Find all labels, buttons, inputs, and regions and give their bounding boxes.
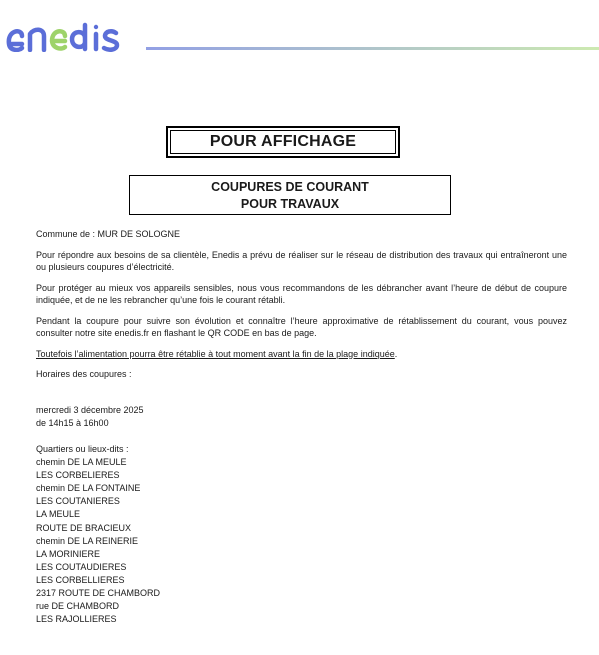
list-item: LES COUTAUDIERES bbox=[36, 561, 127, 572]
list-item: LES COUTANIERES bbox=[36, 496, 120, 507]
warning-underlined: Toutefois l’alimentation pourra être rétablie à tout moment avant la fin de la plage indiquée bbox=[36, 348, 395, 359]
list-item: LES CORBELLIERES bbox=[36, 574, 125, 585]
list-item: LES CORBELIERES bbox=[36, 470, 120, 481]
list-item: 2317 ROUTE DE CHAMBORD bbox=[36, 588, 161, 599]
paragraph-intro: Pour répondre aux besoins de sa clientèle, Enedis a prévu de réaliser sur le réseau de distribution des travaux qui entraîneront une ou plusieurs coupures d’électricité. bbox=[36, 249, 567, 272]
list-item: chemin DE LA FONTAINE bbox=[36, 483, 141, 494]
schedule-label: Horaires des coupures : bbox=[36, 369, 132, 379]
list-item: chemin DE LA MEULE bbox=[36, 457, 127, 468]
title-box bbox=[166, 126, 400, 158]
list-item: LA MEULE bbox=[36, 509, 81, 520]
schedule-date: mercredi 3 décembre 2025 bbox=[36, 405, 144, 415]
schedule bbox=[36, 404, 144, 429]
commune-label: Commune de : MUR DE SOLOGNE bbox=[36, 229, 181, 239]
warning-period: . bbox=[394, 348, 398, 359]
header-divider bbox=[146, 47, 599, 50]
subtitle-line-2: POUR TRAVAUX bbox=[240, 197, 340, 211]
subtitle-line-1: COUPURES DE COURANT bbox=[211, 180, 369, 194]
list-item: rue DE CHAMBORD bbox=[36, 601, 120, 612]
list-item: LA MORINIERE bbox=[36, 548, 101, 559]
notice-body bbox=[36, 228, 567, 389]
list-item: chemin DE LA REINERIE bbox=[36, 535, 139, 546]
places-label: Quartiers ou lieux-dits : bbox=[36, 444, 129, 454]
paragraph-devices: Pour protéger au mieux vos appareils sensibles, nous vous recommandons de les débrancher avant l’heure de début de coupure indiquée, et de ne les rebrancher qu’une fois le courant rétabli. bbox=[36, 282, 567, 305]
paragraph-tracking: Pendant la coupure pour suivre son évolution et connaître l’heure approximative de rétablissement du courant, vous pouvez consulter notre site enedis.fr en flashant le QR CODE en bas de page. bbox=[36, 315, 567, 338]
subtitle-box bbox=[129, 175, 451, 215]
list-item: ROUTE DE BRACIEUX bbox=[36, 522, 132, 533]
enedis-logo bbox=[6, 22, 140, 52]
schedule-time: de 14h15 à 16h00 bbox=[36, 417, 109, 428]
page-title: POUR AFFICHAGE bbox=[170, 130, 396, 154]
page-header bbox=[0, 0, 599, 60]
places-list bbox=[36, 456, 160, 626]
places bbox=[36, 443, 160, 626]
warning-text bbox=[36, 348, 567, 361]
list-item: LES RAJOLLIERES bbox=[36, 614, 117, 625]
